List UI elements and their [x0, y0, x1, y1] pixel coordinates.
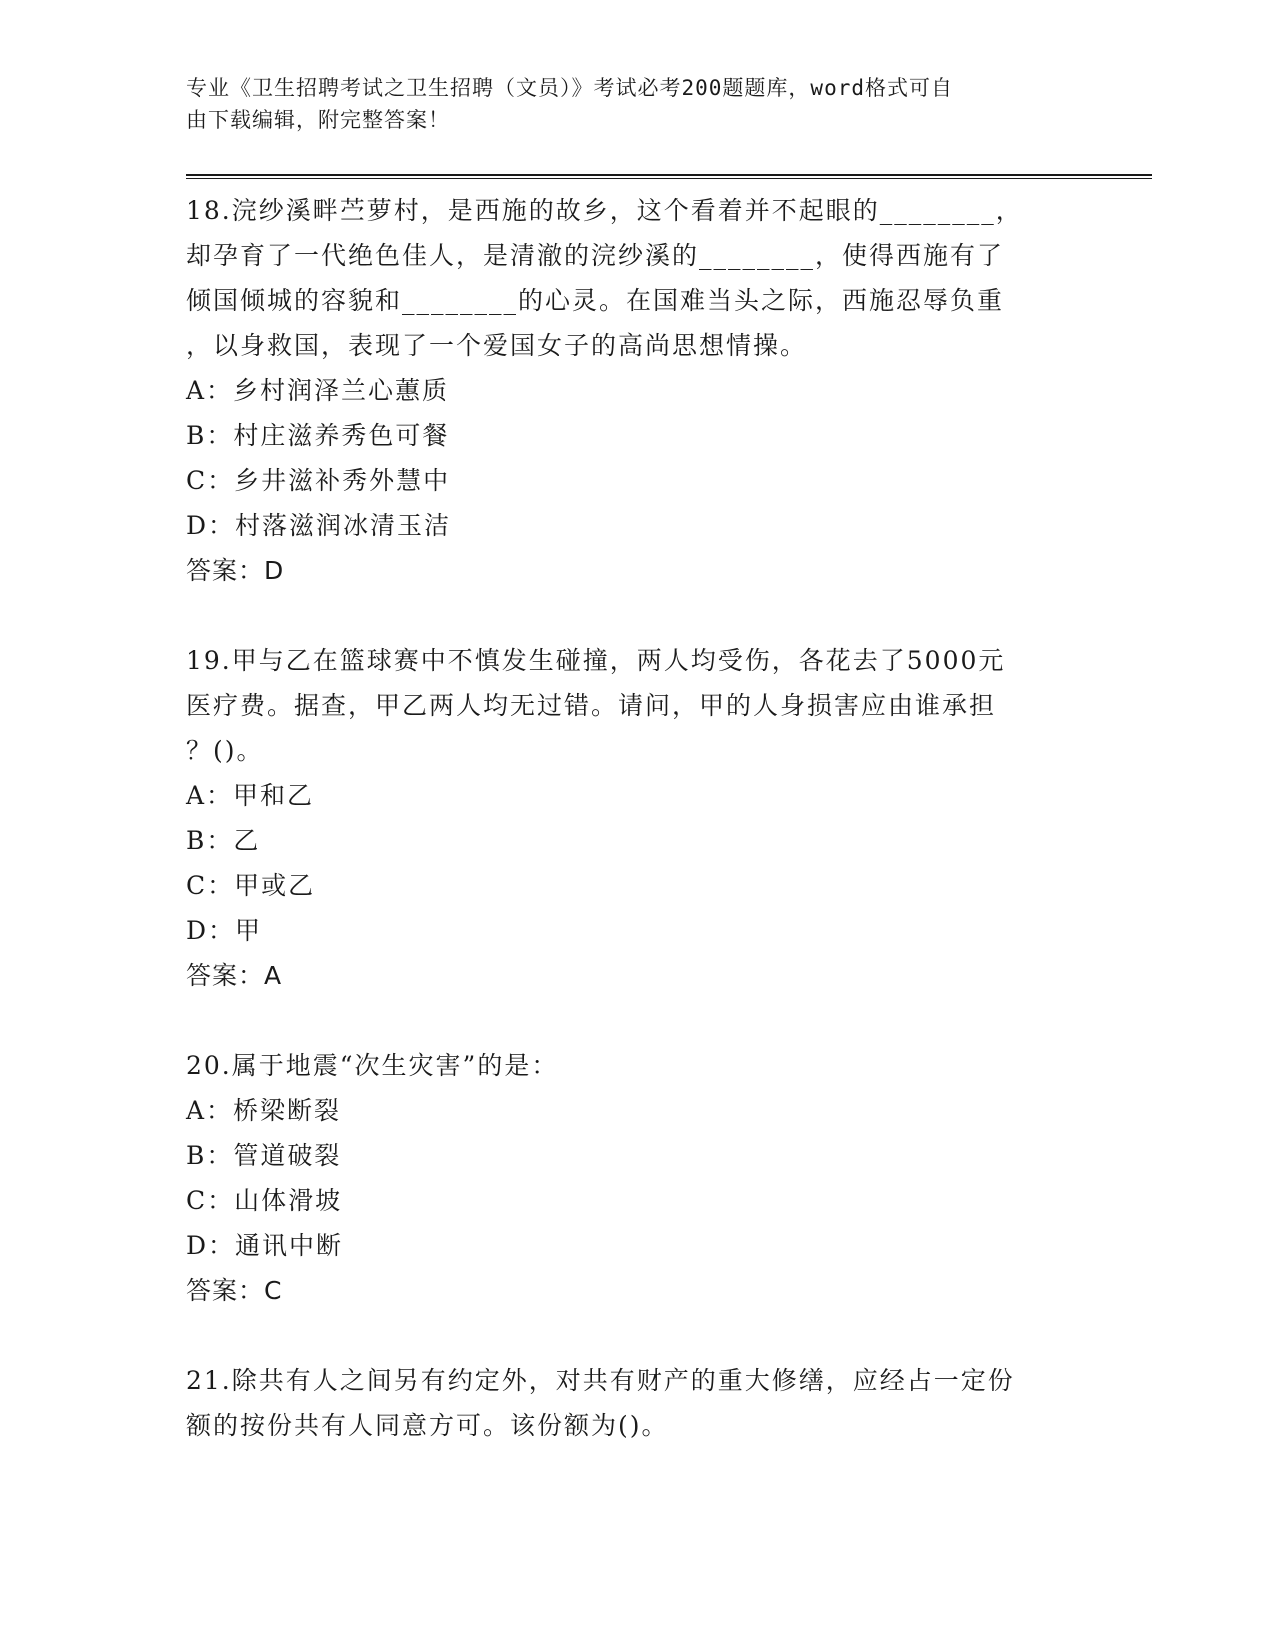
- question-stem-line: ，以身救国，表现了一个爱国女子的高尚思想情操。: [186, 331, 808, 360]
- option-a: A：乡村润泽兰心蕙质: [186, 376, 450, 405]
- option-c: C：乡井滋补秀外慧中: [186, 466, 451, 495]
- question-21: [186, 1358, 1066, 1448]
- option-c: C：山体滑坡: [186, 1186, 343, 1215]
- header-divider: [186, 174, 1152, 179]
- option-b: B：乙: [186, 826, 261, 855]
- option-d: D：通讯中断: [186, 1231, 344, 1260]
- option-d: D：村落滋润冰清玉洁: [186, 511, 452, 540]
- option-b: B：管道破裂: [186, 1141, 342, 1170]
- question-20: [186, 1043, 1066, 1313]
- question-stem-line: 19.甲与乙在篮球赛中不慎发生碰撞，两人均受伤，各花去了5000元: [186, 646, 1006, 675]
- question-18: [186, 188, 1066, 593]
- question-19: [186, 638, 1066, 998]
- answer-label: 答案：C: [186, 1276, 283, 1305]
- option-a: A：甲和乙: [186, 781, 315, 810]
- question-stem-line: 额的按份共有人同意方可。该份额为()。: [186, 1411, 669, 1440]
- option-a: A：桥梁断裂: [186, 1096, 342, 1125]
- question-list: [186, 188, 1066, 1493]
- question-stem-line: 却孕育了一代绝色佳人，是清澈的浣纱溪的________，使得西施有了: [186, 241, 1005, 270]
- document-header: [186, 72, 1066, 136]
- question-stem-line: 21.除共有人之间另有约定外，对共有财产的重大修缮，应经占一定份: [186, 1366, 1015, 1395]
- option-c: C：甲或乙: [186, 871, 316, 900]
- question-stem-line: 18.浣纱溪畔苎萝村，是西施的故乡，这个看着并不起眼的________，: [186, 196, 1023, 225]
- question-stem-line: 20.属于地震“次生灾害”的是：: [186, 1051, 559, 1080]
- question-stem-line: 倾国倾城的容貌和________的心灵。在国难当头之际，西施忍辱负重: [186, 286, 1005, 315]
- answer-label: 答案：D: [186, 556, 285, 585]
- header-line-2: 由下载编辑，附完整答案！: [186, 108, 450, 132]
- question-stem-line: ？()。: [186, 736, 264, 765]
- question-stem-line: 医疗费。据查，甲乙两人均无过错。请问，甲的人身损害应由谁承担: [186, 691, 997, 720]
- option-b: B：村庄滋养秀色可餐: [186, 421, 450, 450]
- header-line-1: 专业《卫生招聘考试之卫生招聘（文员）》考试必考200题题库，word格式可自: [186, 76, 953, 100]
- answer-label: 答案：A: [186, 961, 283, 990]
- option-d: D：甲: [186, 916, 263, 945]
